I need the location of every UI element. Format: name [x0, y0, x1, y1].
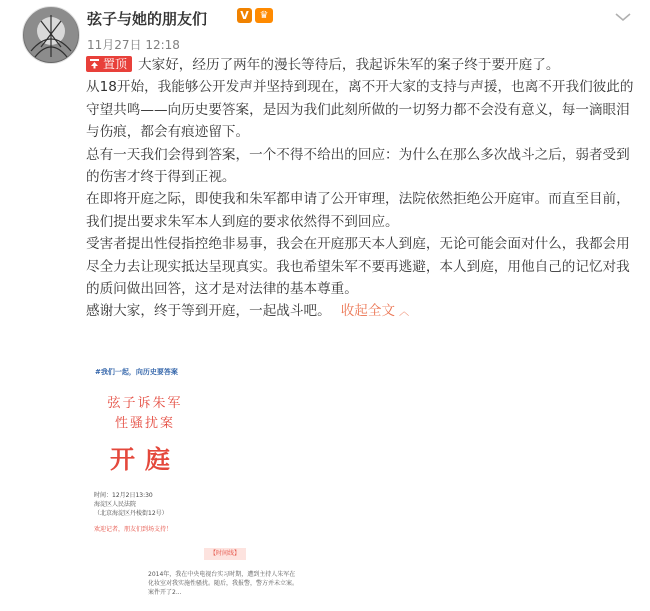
pinned-badge [86, 56, 132, 72]
avatar-image-icon [23, 7, 79, 63]
poster-title-line1: 弦子诉朱军 [107, 396, 183, 411]
poster-headline: 开庭 [109, 445, 180, 474]
pin-icon [89, 58, 100, 69]
poster-hashtag: #我们一起，向历史要答案 [95, 368, 178, 376]
post-timestamp[interactable]: 11月27日 12:18 [87, 38, 180, 52]
poster-title-line2: 性骚扰案 [114, 416, 175, 431]
collapse-label: 收起全文 [340, 303, 396, 320]
post-image[interactable] [86, 362, 322, 611]
post-content [86, 54, 638, 325]
vip-crown-icon[interactable]: ♛ [255, 8, 273, 23]
post-paragraph: 在即将开庭之际，即使我和朱军都申请了公开审理，法院依然拒绝公开庭审。而直至目前，我们提出要求朱军本人到庭的要求依然得不到回应。 [86, 191, 630, 230]
collapse-text-link[interactable] [341, 303, 409, 319]
username[interactable]: 弦子与她的朋友们 [87, 10, 208, 28]
post-paragraph [86, 54, 638, 76]
poster-timeline-label: 【时间线】 [204, 548, 246, 560]
chevron-up-icon: ︿ [399, 307, 410, 319]
poster-place: 海淀区人民法院 [94, 501, 137, 508]
post-paragraph: 总有一天我们会得到答案，一个不得不给出的回应：为什么在那么多次战斗之后，弱者受到的伤害才终于得到正视。 [86, 146, 630, 186]
poster-address: （北京海淀区丹棱街12号） [94, 510, 168, 517]
post-paragraph: 受害者提出性侵指控绝非易事，我会在开庭那天本人到庭，无论可能会面对什么，我都会用尽全力去让现实抵达呈现真实。我也希望朱军不要再逃避，本人到庭，用他自己的记忆对我的质问做出回答，这才是对法律的基本尊重。 [86, 236, 630, 298]
poster-invite: 欢迎记者，朋友们到场支持！ [94, 526, 173, 533]
avatar[interactable] [22, 6, 80, 64]
verified-icon[interactable]: V [237, 8, 252, 23]
paragraph-text: 大家好，经历了两年的漫长等待后，我起诉朱军的案子终于要开庭了。 [138, 57, 560, 73]
post-paragraph [86, 300, 638, 324]
pinned-label: 置顶 [103, 57, 128, 71]
poster-time: 时间：12月2日13:30 [94, 492, 153, 499]
chevron-down-icon[interactable] [612, 10, 634, 24]
user-badges [237, 8, 273, 23]
paragraph-text: 感谢大家，终于等到开庭，一起战斗吧。 [86, 303, 331, 320]
post-paragraph: 从18开始，我能够公开发声并坚持到现在，离不开大家的支持与声援，也离不开我们彼此的守望共鸣——向历史要答案，是因为我们此刻所做的一切努力都不会没有意义，每一滴眼泪与伤痕，都会有痕迹留下。 [86, 79, 634, 141]
poster-timeline-text: 2014年，我在中央电视台实习时期，遭到主持人朱军在化妆室对我实施性骚扰。随后，我报警，警方并未立案。案件开了2... [148, 571, 299, 596]
